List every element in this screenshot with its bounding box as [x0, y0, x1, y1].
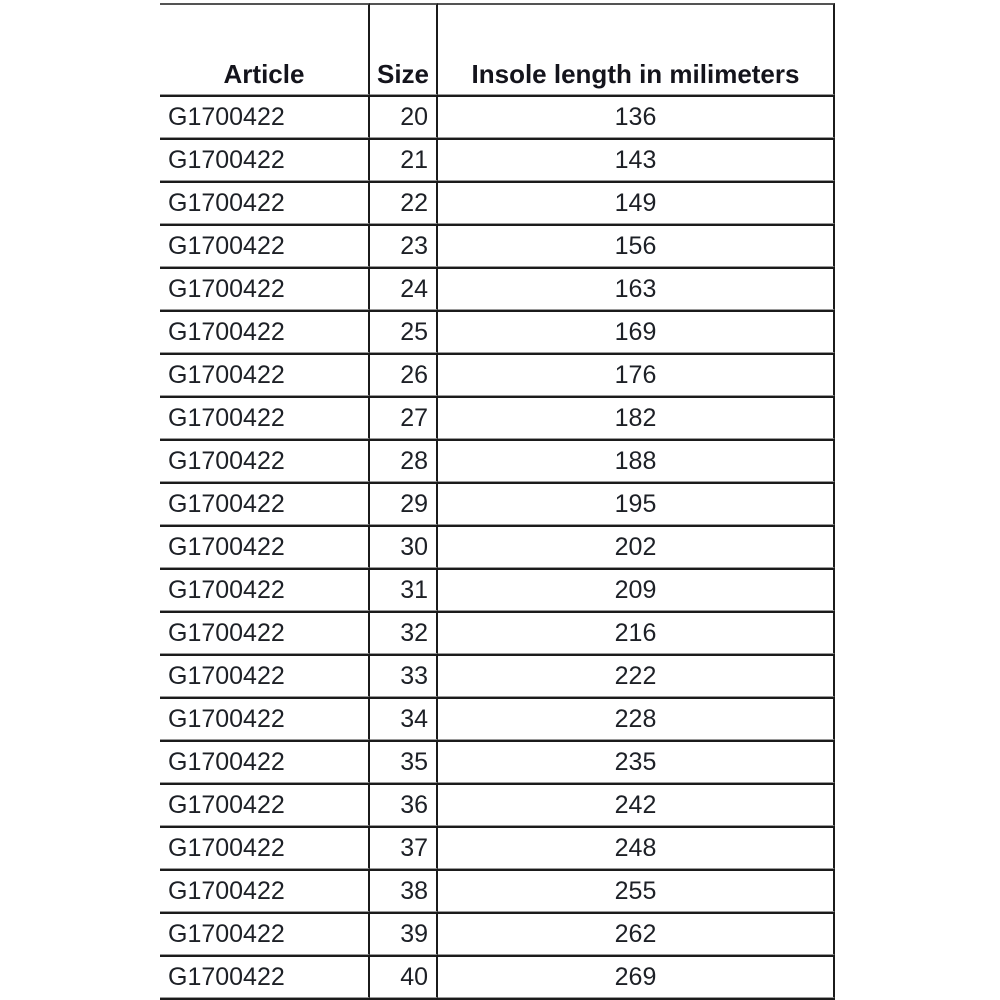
table-row [160, 95, 835, 138]
article-cell: G1700422 [160, 826, 370, 869]
insole-cell: 195 [438, 482, 835, 525]
article-cell: G1700422 [160, 439, 370, 482]
table-row [160, 310, 835, 353]
table-row [160, 740, 835, 783]
article-cell: G1700422 [160, 310, 370, 353]
size-cell: 24 [370, 267, 438, 310]
table-row [160, 912, 835, 955]
insole-cell: 136 [438, 95, 835, 138]
insole-cell: 182 [438, 396, 835, 439]
article-cell: G1700422 [160, 353, 370, 396]
size-cell: 31 [370, 568, 438, 611]
insole-cell: 262 [438, 912, 835, 955]
table-body [160, 95, 835, 1000]
table-row [160, 353, 835, 396]
size-cell: 38 [370, 869, 438, 912]
size-cell: 40 [370, 955, 438, 998]
insole-cell: 248 [438, 826, 835, 869]
column-header-insole: Insole length in milimeters [438, 3, 835, 95]
article-cell: G1700422 [160, 482, 370, 525]
size-cell: 30 [370, 525, 438, 568]
table-row [160, 869, 835, 912]
size-cell: 21 [370, 138, 438, 181]
insole-cell: 169 [438, 310, 835, 353]
article-cell: G1700422 [160, 955, 370, 998]
size-cell: 23 [370, 224, 438, 267]
table-row [160, 654, 835, 697]
size-cell: 28 [370, 439, 438, 482]
table-row [160, 955, 835, 998]
table-row [160, 568, 835, 611]
size-cell: 22 [370, 181, 438, 224]
article-cell: G1700422 [160, 181, 370, 224]
article-cell: G1700422 [160, 396, 370, 439]
insole-cell: 149 [438, 181, 835, 224]
table-row [160, 138, 835, 181]
size-cell: 25 [370, 310, 438, 353]
insole-cell: 156 [438, 224, 835, 267]
table-row [160, 482, 835, 525]
size-cell: 34 [370, 697, 438, 740]
insole-cell: 143 [438, 138, 835, 181]
article-cell: G1700422 [160, 740, 370, 783]
article-cell: G1700422 [160, 869, 370, 912]
size-cell: 27 [370, 396, 438, 439]
article-cell: G1700422 [160, 267, 370, 310]
article-cell: G1700422 [160, 138, 370, 181]
article-cell: G1700422 [160, 654, 370, 697]
column-header-article: Article [160, 3, 370, 95]
article-cell: G1700422 [160, 224, 370, 267]
header-row [160, 3, 835, 95]
table-row [160, 525, 835, 568]
article-cell: G1700422 [160, 568, 370, 611]
size-cell: 20 [370, 95, 438, 138]
article-cell: G1700422 [160, 525, 370, 568]
insole-cell: 242 [438, 783, 835, 826]
size-cell: 26 [370, 353, 438, 396]
size-cell: 32 [370, 611, 438, 654]
table-row [160, 396, 835, 439]
article-cell: G1700422 [160, 783, 370, 826]
insole-cell: 202 [438, 525, 835, 568]
table-row [160, 783, 835, 826]
article-cell: G1700422 [160, 697, 370, 740]
table-row [160, 267, 835, 310]
insole-cell: 255 [438, 869, 835, 912]
size-cell: 37 [370, 826, 438, 869]
size-cell: 33 [370, 654, 438, 697]
insole-cell: 235 [438, 740, 835, 783]
column-header-size: Size [370, 3, 438, 95]
size-cell: 39 [370, 912, 438, 955]
table-row [160, 224, 835, 267]
article-cell: G1700422 [160, 912, 370, 955]
size-chart-table [160, 3, 835, 1000]
insole-cell: 269 [438, 955, 835, 998]
size-cell: 35 [370, 740, 438, 783]
article-cell: G1700422 [160, 95, 370, 138]
table-row [160, 611, 835, 654]
insole-cell: 163 [438, 267, 835, 310]
insole-cell: 176 [438, 353, 835, 396]
size-cell: 29 [370, 482, 438, 525]
insole-cell: 216 [438, 611, 835, 654]
size-cell: 36 [370, 783, 438, 826]
table-row [160, 697, 835, 740]
insole-cell: 222 [438, 654, 835, 697]
insole-cell: 228 [438, 697, 835, 740]
insole-cell: 209 [438, 568, 835, 611]
insole-cell: 188 [438, 439, 835, 482]
article-cell: G1700422 [160, 611, 370, 654]
table-row [160, 439, 835, 482]
table-row [160, 181, 835, 224]
table-row [160, 826, 835, 869]
